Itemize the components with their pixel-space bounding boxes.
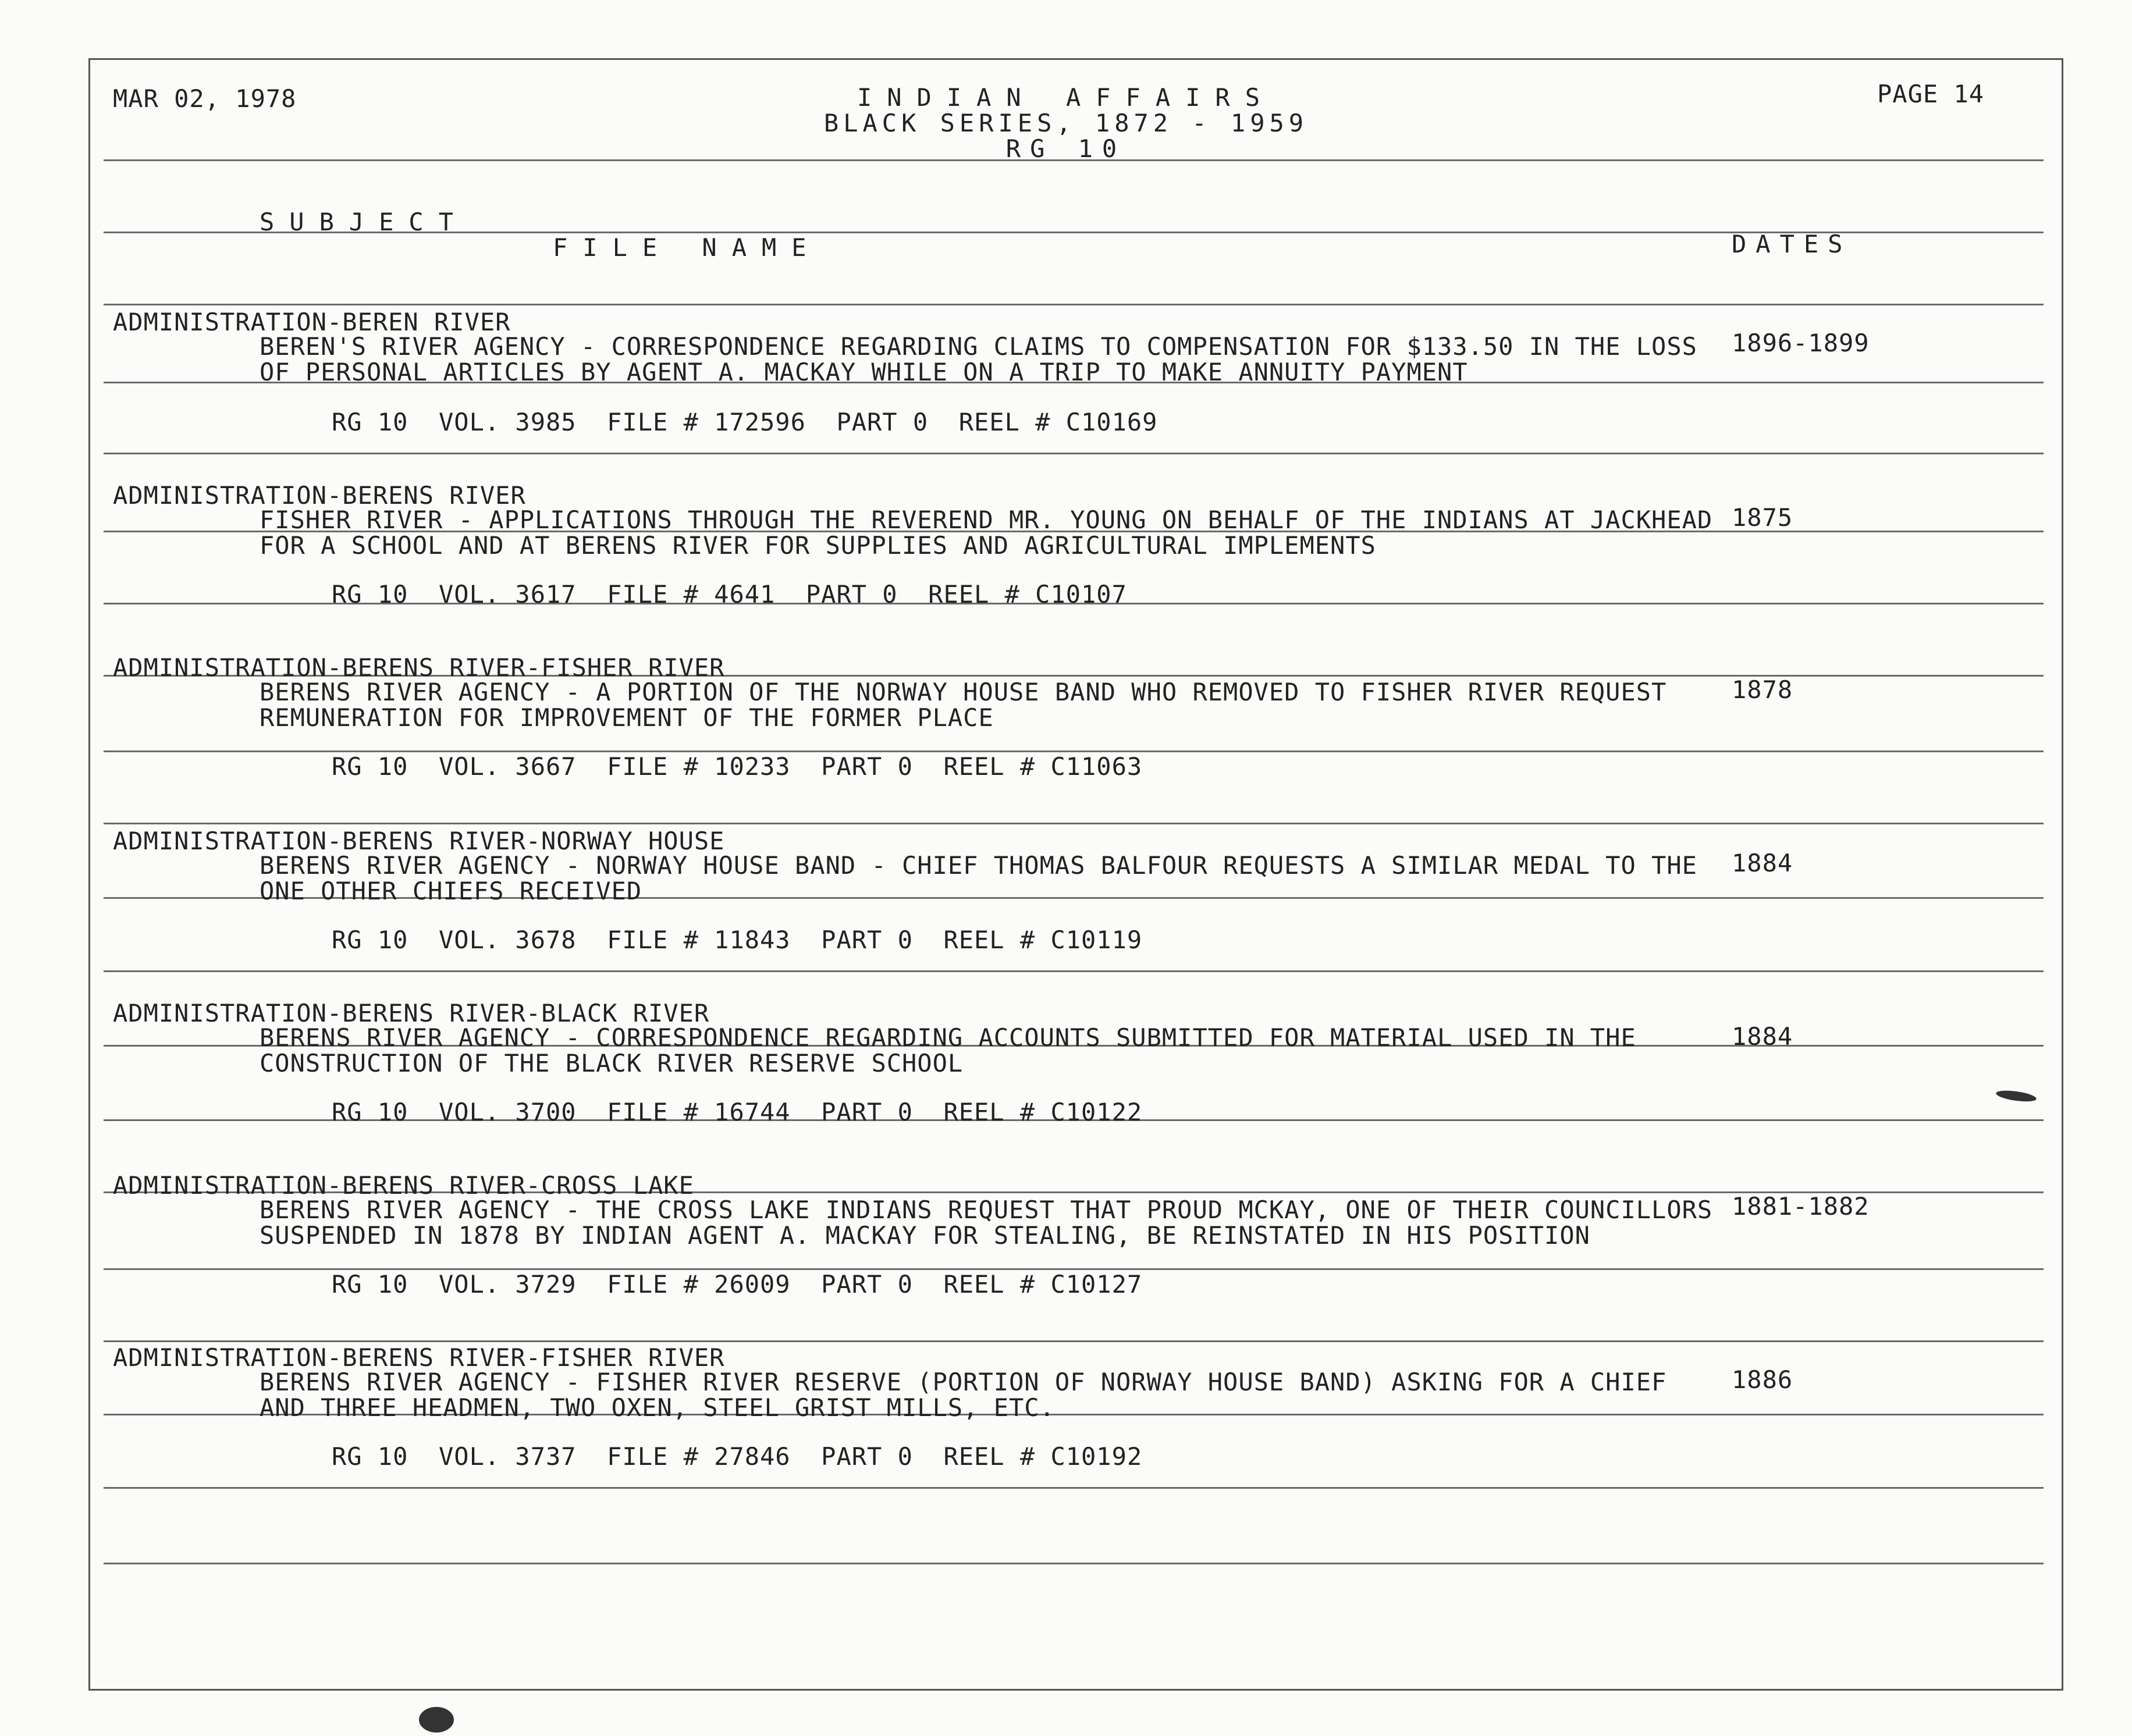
entry-description-line: SUSPENDED IN 1878 BY INDIAN AGENT A. MACKAY FOR STEALING, BE REINSTATED IN HIS POSITION	[260, 1221, 1590, 1250]
entry-description-line: BEREN'S RIVER AGENCY - CORRESPONDENCE REGARDING CLAIMS TO COMPENSATION FOR $133.50 IN THE LOSS	[260, 332, 1697, 361]
entry-dates: 1881-1882	[1732, 1192, 1870, 1221]
entry-description-line: BERENS RIVER AGENCY - FISHER RIVER RESERVE (PORTION OF NORWAY HOUSE BAND) ASKING FOR A CHIEF	[260, 1368, 1667, 1396]
entry-description-line: FOR A SCHOOL AND AT BERENS RIVER FOR SUPPLIES AND AGRICULTURAL IMPLEMENTS	[260, 531, 1376, 560]
report-title: INDIAN AFFAIRS	[857, 83, 1275, 112]
entry-subject: ADMINISTRATION-BERENS RIVER-BLACK RIVER	[113, 999, 710, 1027]
rule	[104, 1340, 2044, 1342]
rule	[104, 453, 2044, 454]
entry-description-line: BERENS RIVER AGENCY - NORWAY HOUSE BAND - CHIEF THOMAS BALFOUR REQUESTS A SIMILAR MEDAL TO THE	[260, 851, 1697, 880]
entry-reference: RG 10 VOL. 3617 FILE # 4641 PART 0 REEL # C10107	[332, 580, 1127, 609]
rule	[104, 1487, 2044, 1489]
entry-subject: ADMINISTRATION-BERENS RIVER-CROSS LAKE	[113, 1171, 694, 1200]
rule	[104, 304, 2044, 305]
entry-reference: RG 10 VOL. 3737 FILE # 27846 PART 0 REEL # C10192	[332, 1442, 1143, 1471]
rule	[104, 159, 2044, 161]
entry-description-line: ONE OTHER CHIEFS RECEIVED	[260, 877, 642, 905]
entry-reference: RG 10 VOL. 3667 FILE # 10233 PART 0 REEL # C11063	[332, 752, 1143, 781]
entry-description-line: CONSTRUCTION OF THE BLACK RIVER RESERVE SCHOOL	[260, 1049, 964, 1077]
entry-description-line: OF PERSONAL ARTICLES BY AGENT A. MACKAY WHILE ON A TRIP TO MAKE ANNUITY PAYMENT	[260, 358, 1468, 386]
column-dates: DATES	[1732, 230, 1852, 258]
report-date: MAR 02, 1978	[113, 84, 297, 113]
entry-dates: 1878	[1732, 675, 1793, 704]
rule	[104, 1563, 2044, 1564]
column-subject: SUBJECT	[260, 208, 469, 236]
entry-description-line: AND THREE HEADMEN, TWO OXEN, STEEL GRIST MILLS, ETC.	[260, 1393, 1055, 1422]
entry-subject: ADMINISTRATION-BERENS RIVER	[113, 481, 526, 510]
entry-dates: 1884	[1732, 849, 1793, 877]
page-number: PAGE 14	[1877, 80, 1985, 108]
entry-reference: RG 10 VOL. 3985 FILE # 172596 PART 0 REEL # C10169	[332, 408, 1158, 436]
entry-dates: 1896-1899	[1732, 329, 1870, 357]
entry-dates: 1884	[1732, 1022, 1793, 1051]
column-file-name: FILE NAME	[553, 233, 822, 262]
entry-dates: 1875	[1732, 503, 1793, 532]
entry-reference: RG 10 VOL. 3729 FILE # 26009 PART 0 REEL # C10127	[332, 1270, 1143, 1299]
report-series: BLACK SERIES, 1872 - 1959	[823, 109, 1309, 137]
entry-subject: ADMINISTRATION-BERENS RIVER-FISHER RIVER	[113, 1343, 725, 1372]
entry-description-line: REMUNERATION FOR IMPROVEMENT OF THE FORMER PLACE	[260, 703, 994, 732]
entry-subject: ADMINISTRATION-BEREN RIVER	[113, 308, 511, 336]
rule	[104, 823, 2044, 824]
rule	[104, 970, 2044, 972]
ink-blot	[419, 1707, 454, 1733]
entry-subject: ADMINISTRATION-BERENS RIVER-NORWAY HOUSE	[113, 827, 725, 855]
entry-description-line: BERENS RIVER AGENCY - CORRESPONDENCE REGARDING ACCOUNTS SUBMITTED FOR MATERIAL USED IN THE	[260, 1023, 1636, 1052]
entry-reference: RG 10 VOL. 3700 FILE # 16744 PART 0 REEL # C10122	[332, 1098, 1143, 1126]
entry-description-line: FISHER RIVER - APPLICATIONS THROUGH THE REVEREND MR. YOUNG ON BEHALF OF THE INDIANS AT JACKHEAD	[260, 506, 1713, 534]
entry-subject: ADMINISTRATION-BERENS RIVER-FISHER RIVER	[113, 653, 725, 682]
report-record-group: RG 10	[1005, 134, 1127, 163]
entry-description-line: BERENS RIVER AGENCY - A PORTION OF THE NORWAY HOUSE BAND WHO REMOVED TO FISHER RIVER REQUEST	[260, 678, 1667, 706]
rule	[104, 232, 2044, 233]
entry-reference: RG 10 VOL. 3678 FILE # 11843 PART 0 REEL # C10119	[332, 926, 1143, 954]
entry-description-line: BERENS RIVER AGENCY - THE CROSS LAKE INDIANS REQUEST THAT PROUD MCKAY, ONE OF THEIR COUNCILLORS	[260, 1196, 1713, 1224]
entry-dates: 1886	[1732, 1365, 1793, 1394]
